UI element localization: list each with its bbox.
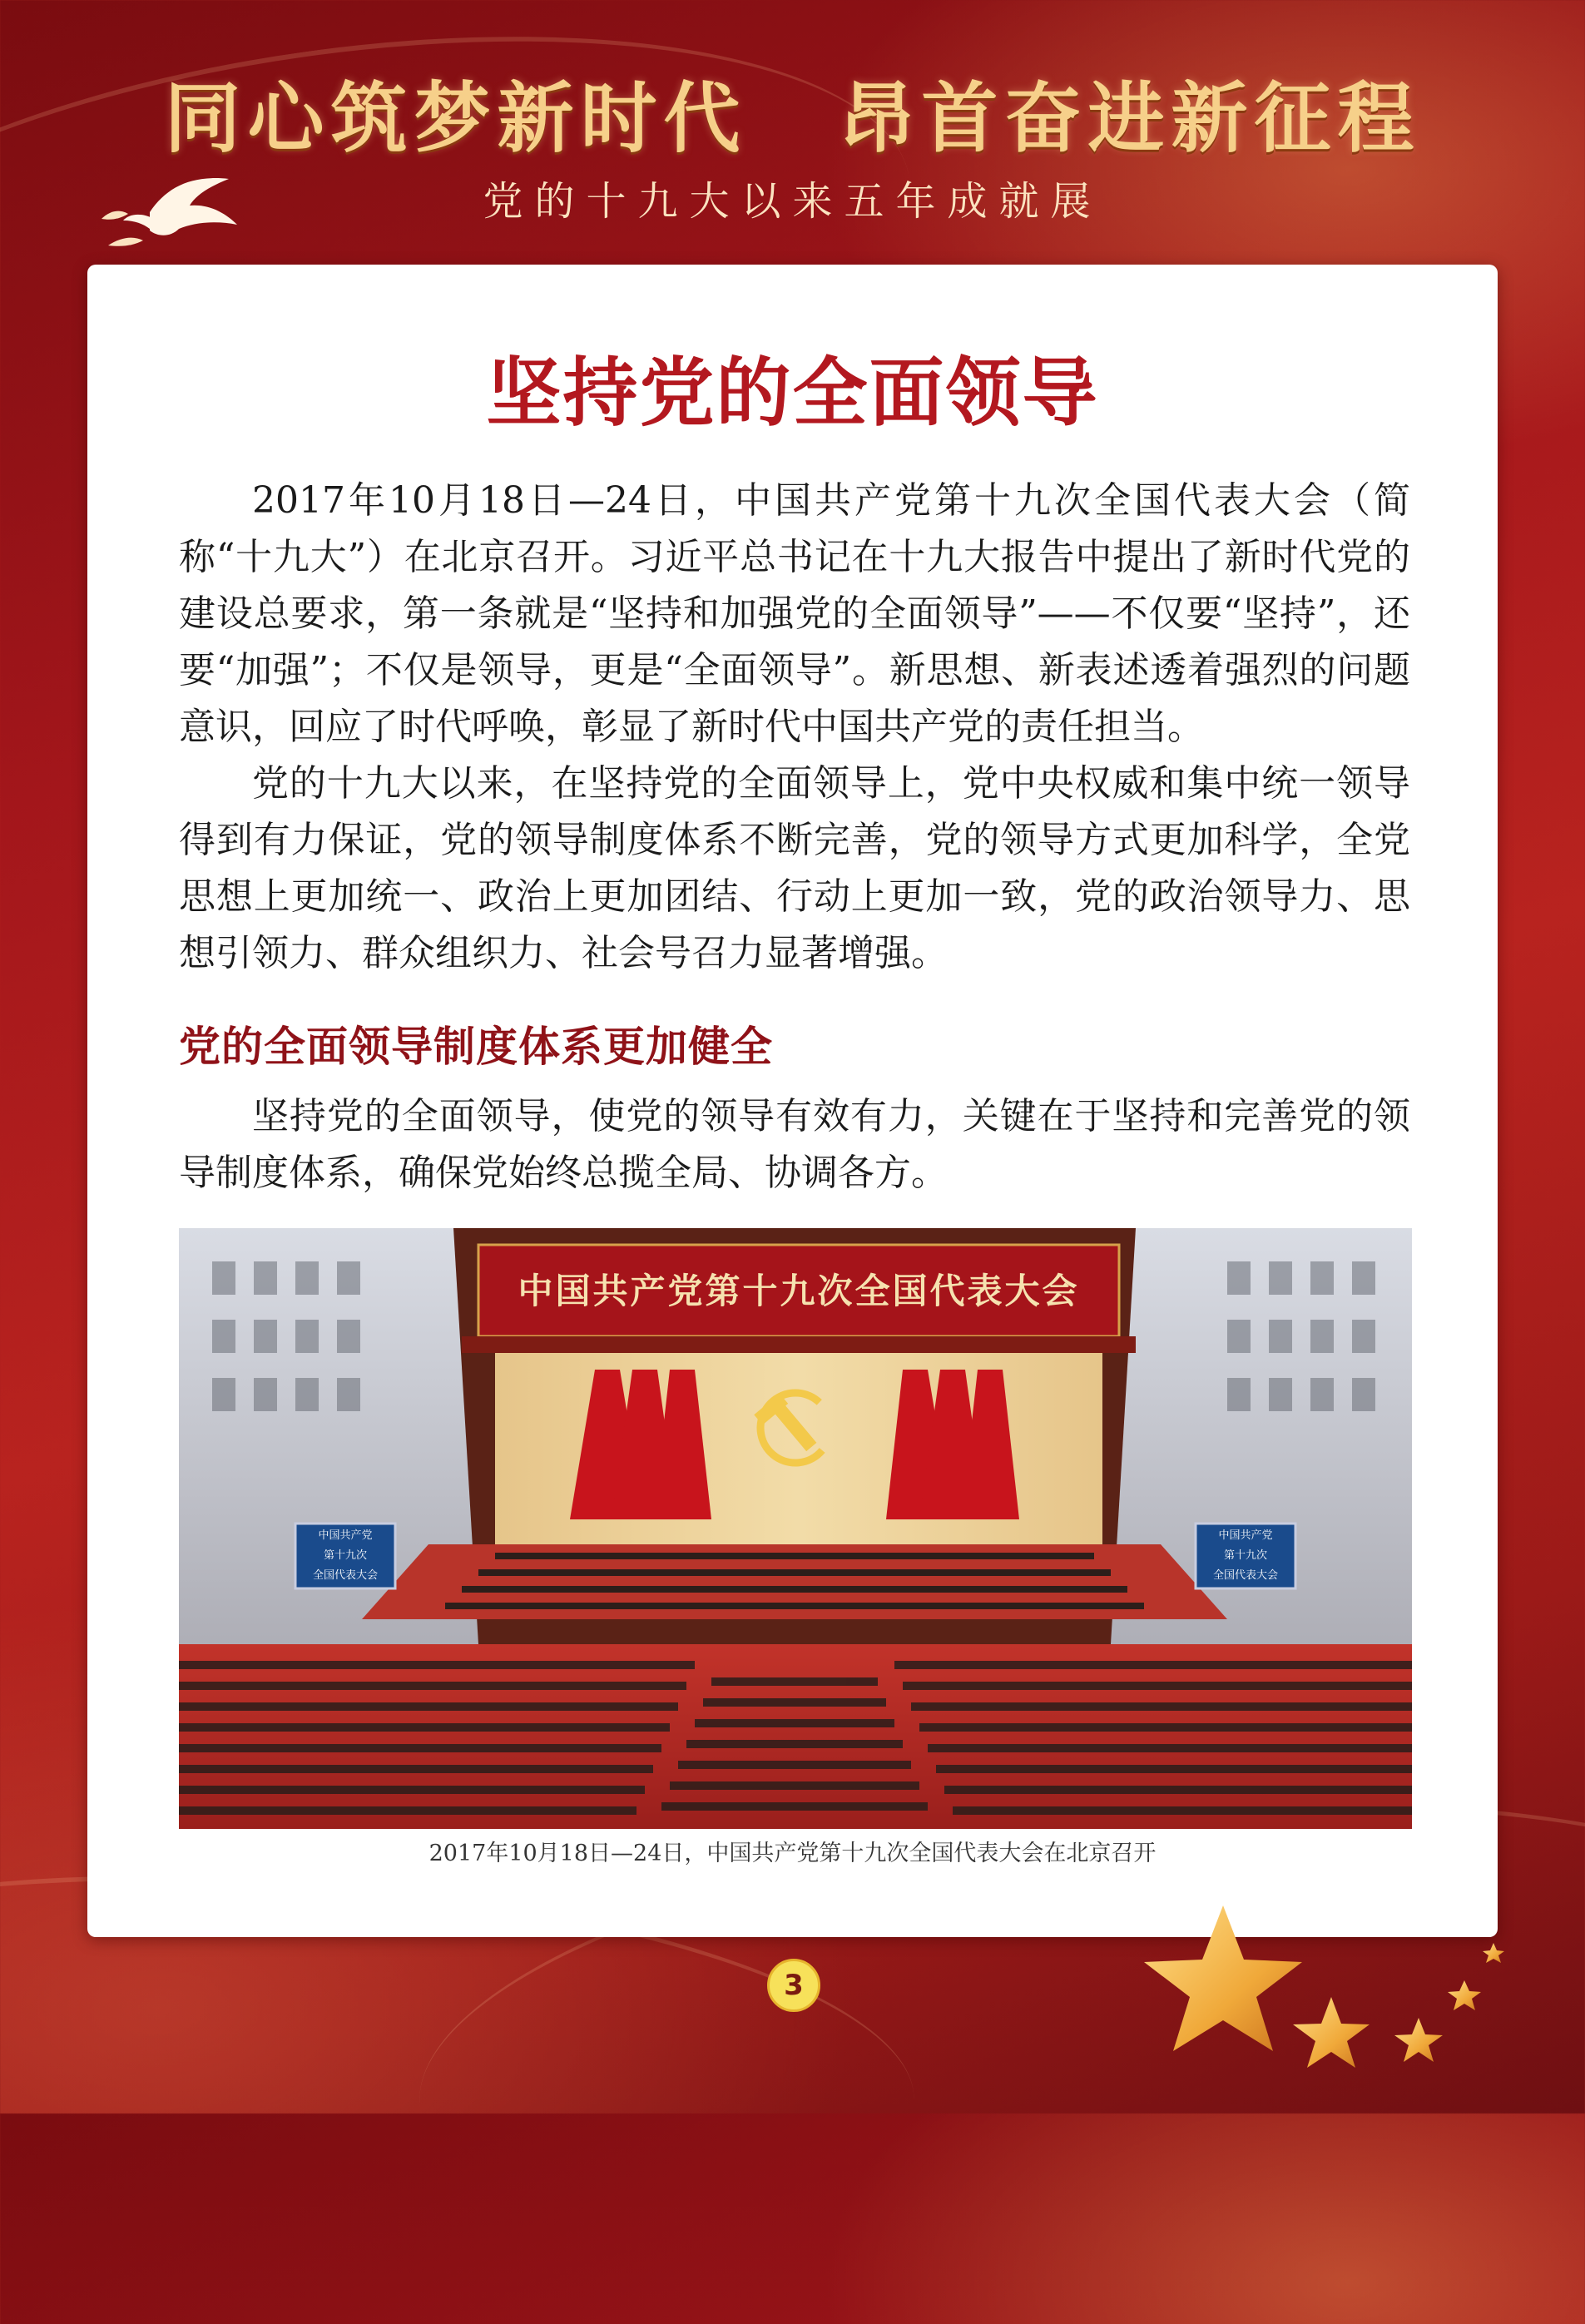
screen-right-line-2: 第十九次: [1223, 1549, 1267, 1562]
intro-paragraph-1: 2017年10月18日—24日，中国共产党第十九次全国代表大会（简称“十九大”）在北京召开。习近平总书记在十九大报告中提出了新时代党的建设总要求，第一条就是“坚持和加强党的全面领导”——不仅要“坚持”，还要“加强”；不仅是领导，更是“全面领导”。新思想、新表述透着强烈的问题意识，回应了时代呼唤，彰显了新时代中国共产党的责任担当。: [179, 479, 1410, 748]
intro-paragraph-2: 党的十九大以来，在坚持党的全面领导上，党中央权威和集中统一领导得到有力保证，党的领导制度体系不断完善，党的领导方式更加科学，全党思想上更加统一、政治上更加团结、行动上更加一致，党的政治领导力、思想引领力、群众组织力、社会号召力显著增强。: [179, 762, 1410, 974]
header-subtitle: 党的十九大以来五年成就展: [483, 178, 1102, 225]
screen-right-line-3: 全国代表大会: [1212, 1569, 1278, 1582]
header-title-left: 同心筑梦新时代: [164, 74, 747, 163]
congress-photo: [179, 1228, 1412, 1829]
header-title-right: 昂首奋进新征程: [838, 74, 1421, 163]
page-title: 坚持党的全面领导: [486, 349, 1099, 437]
photo-caption: 2017年10月18日—24日，中国共产党第十九次全国代表大会在北京召开: [428, 1841, 1157, 1866]
content-card: [87, 265, 1498, 1937]
dove-icon: [92, 154, 241, 262]
screen-left-line-1: 中国共产党: [318, 1529, 373, 1542]
section-paragraph: 坚持党的全面领导，使党的领导有效有力，关键在于坚持和完善党的领导制度体系，确保党始终总揽全局、协调各方。: [179, 1095, 1410, 1194]
screen-left-line-2: 第十九次: [323, 1549, 367, 1562]
photo-screen-right: [1196, 1526, 1295, 1586]
photo-screen-left: [295, 1526, 395, 1586]
star-icon: [1115, 1897, 1514, 2113]
screen-right-line-1: 中国共产党: [1218, 1529, 1273, 1542]
header-title: [0, 73, 1585, 165]
photo-banner-text: 中国共产党第十九次全国代表大会: [518, 1271, 1080, 1311]
section-heading: 党的全面领导制度体系更加健全: [179, 1023, 773, 1071]
screen-left-line-3: 全国代表大会: [312, 1569, 378, 1582]
page-number: 3: [767, 1959, 820, 2012]
